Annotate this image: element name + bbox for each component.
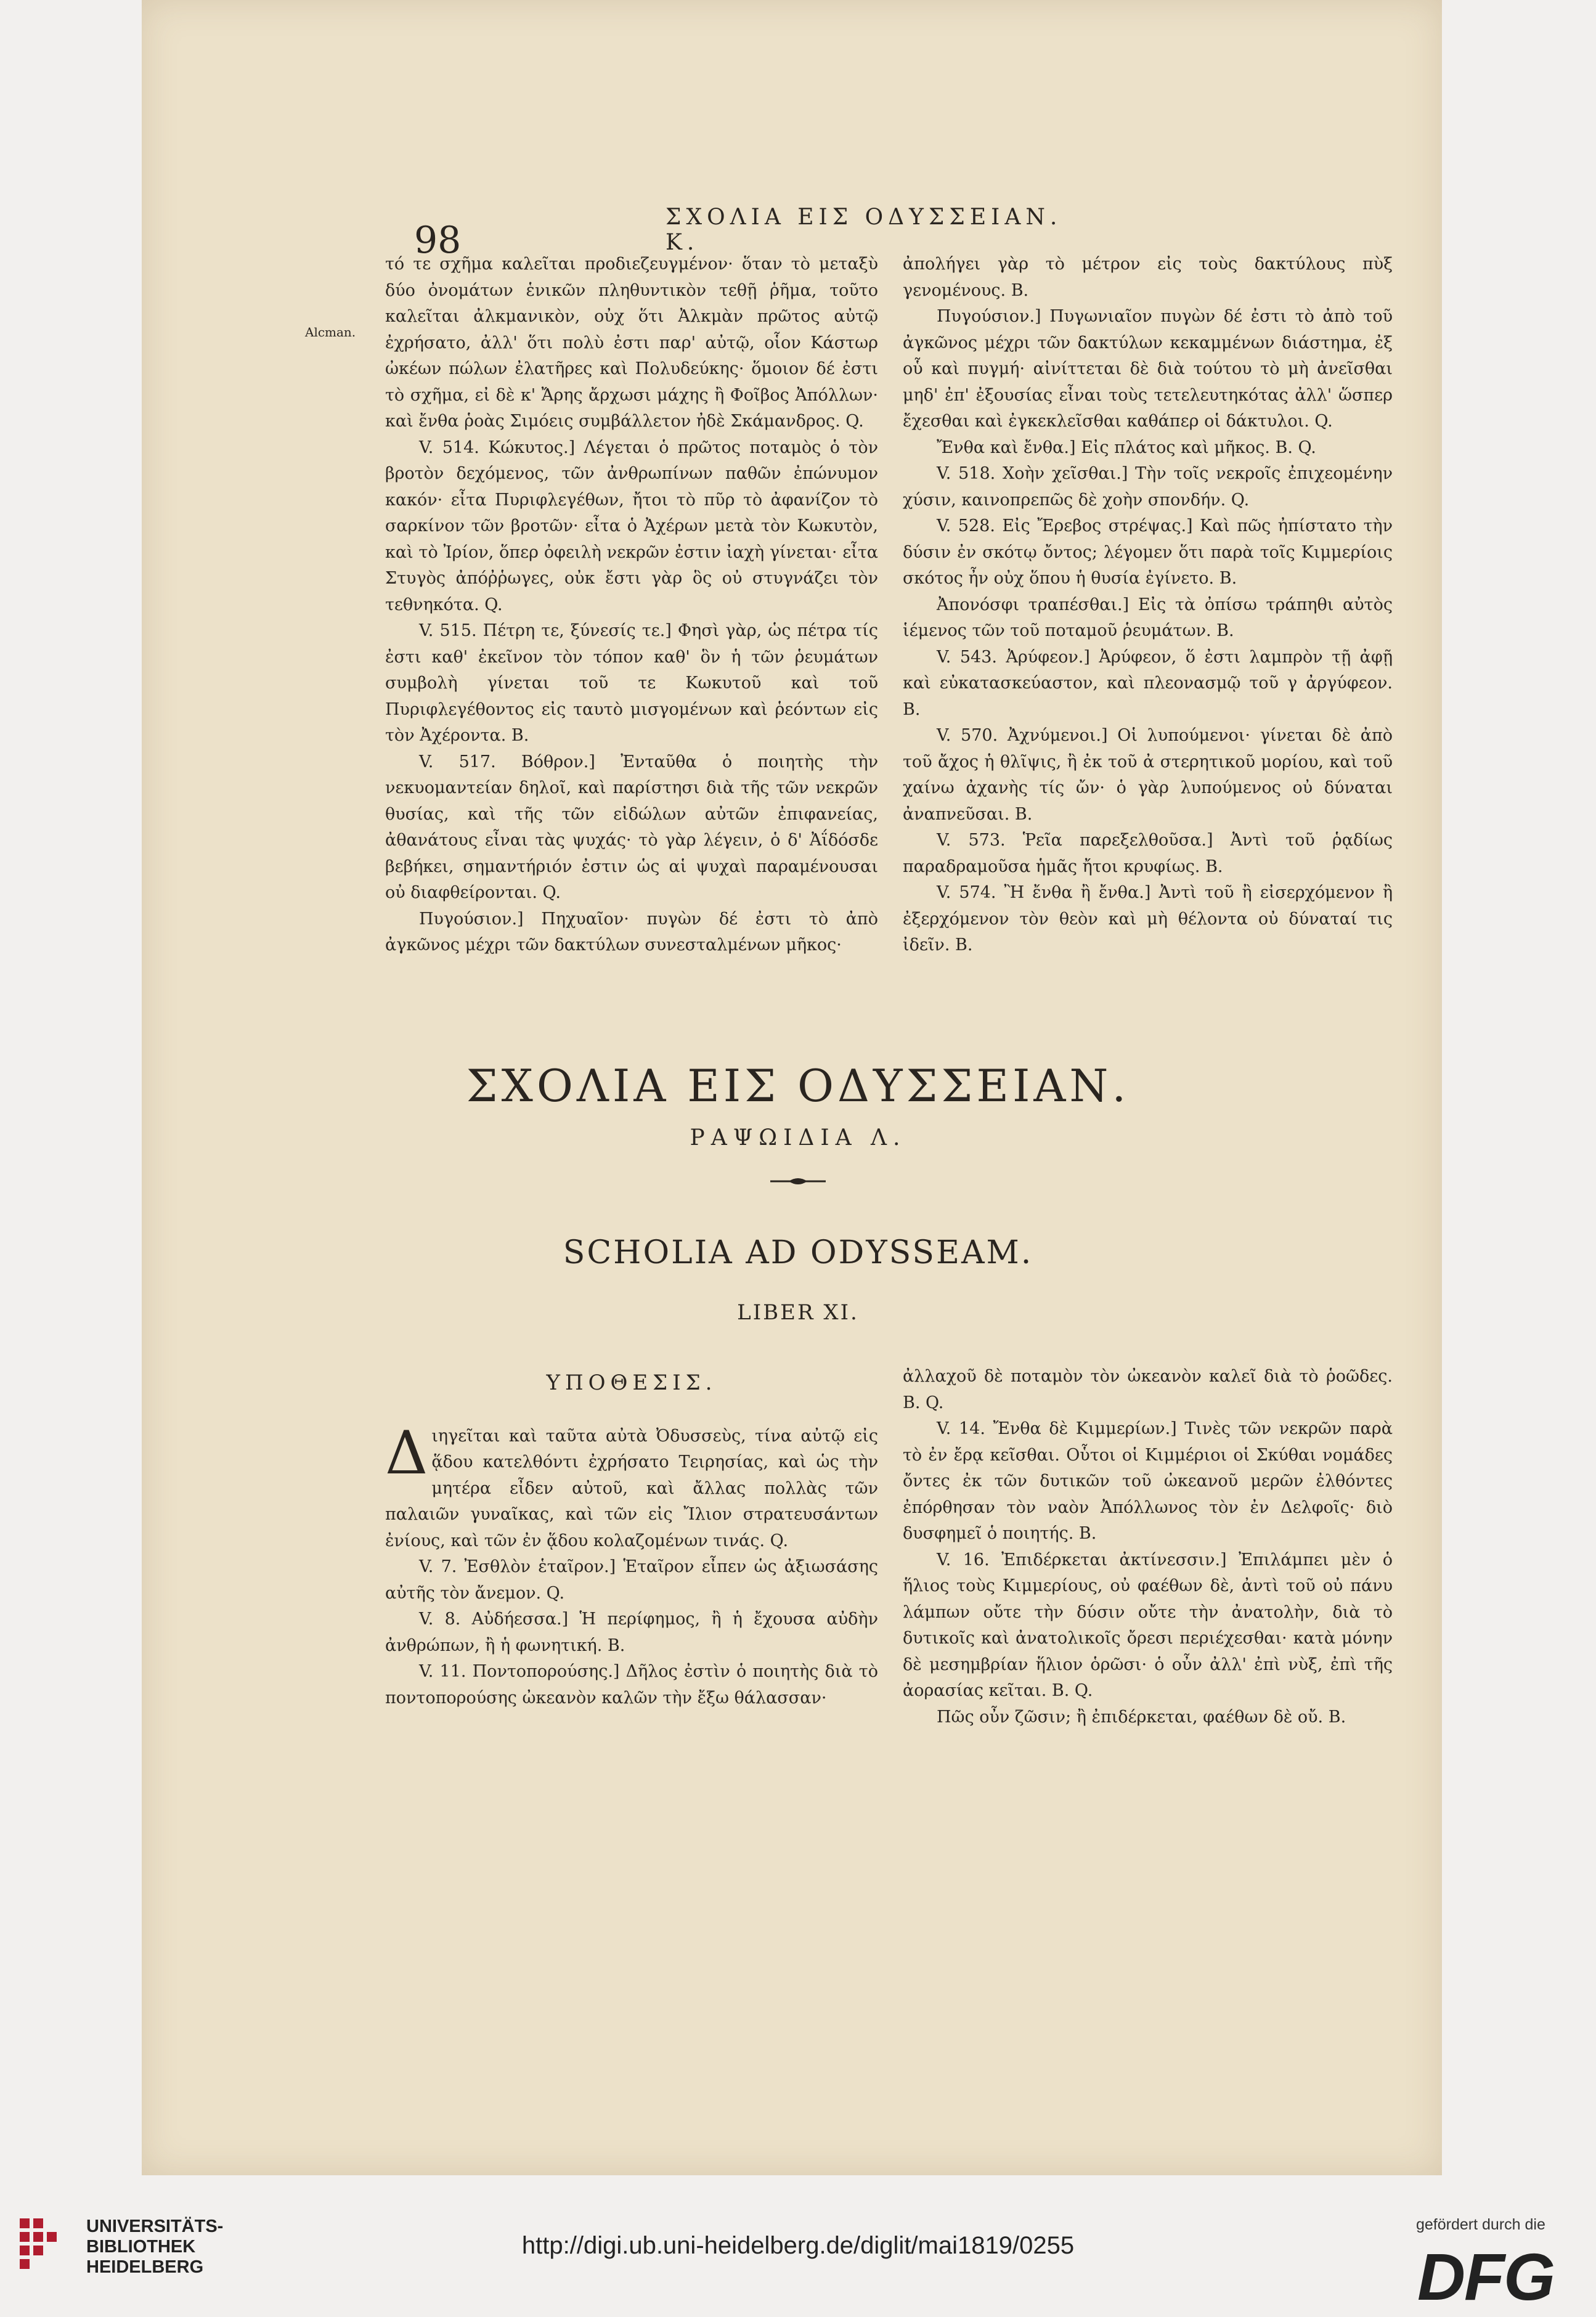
- margin-note: Alcman.: [305, 325, 356, 340]
- paragraph: τό τε σχῆμα καλεῖται προδιεζευγμένον· ὅταν τὸ μεταξὺ δύο ὀνομάτων ἑνικῶν πληθυντικὸν τεθῇ ῥῆμα, τοῦτο καλεῖται ἀλκμανικὸν, οὐχ ὅτι Ἀλκμὰν πρῶτος αὐτῷ ἐχρήσατο, ἀλλ' ὅτι πολὺ ἐστι παρ' αὐτῷ, οἷον Κάστωρ ὠκέων πώλων ἐλατῆρες καὶ Πολυδεύκης· ὅμοιον δέ ἐστι τὸ σχῆμα, εἰ δὲ κ' Ἄρης ἄρχωσι μάχης ἢ Φοῖβος Ἀπόλλων· καὶ ἔνθα ῥοὰς Σιμόεις συμβάλλετον ἠδὲ Σκάμανδρος. Q.: [385, 255, 878, 431]
- paragraph: V. 528. Εἰς Ἔρεβος στρέψας.] Καὶ πῶς ἠπίστατο τὴν δύσιν ἐν σκότῳ ὄντος; λέγομεν ὅτι παρὰ τοῖς Κιμμερίοις σκότος ἦν οὐχ ὅπου ἡ θυσία ἐγίνετο. B.: [903, 516, 1393, 588]
- funded-by-label: gefördert durch die: [1416, 2216, 1545, 2233]
- paragraph: V. 570. Ἀχνύμενοι.] Οἱ λυπούμενοι· γίνεται δὲ ἀπὸ τοῦ ἄχος ἡ θλῖψις, ἢ ἐκ τοῦ ἀ στερητικοῦ μορίου, καὶ τοῦ χαίνω ἀχανὴς τίς ὤν· ὁ γὰρ λυπούμενος οὐ δύναται ἀναπνεῦσαι. B.: [903, 726, 1393, 824]
- paragraph: V. 543. Ἀρύφεον.] Ἀρύφεον, ὅ ἐστι λαμπρὸν τῇ ἀφῇ καὶ εὐκατασκεύαστον, καὶ πλεονασμῷ τοῦ γ ἀργύφεον. B.: [903, 647, 1393, 719]
- column-left-bottom: [385, 1370, 878, 1711]
- column-left-top: [385, 251, 878, 959]
- library-name-line: UNIVERSITÄTS-: [86, 2217, 224, 2236]
- paragraph: V. 514. Κώκυτος.] Λέγεται ὁ πρῶτος ποταμὸς ὁ τὸν βροτὸν δεχόμενος, τῶν ἀνθρωπίνων παθῶν ἐπώνυμον κακόν· εἶτα Πυριφλεγέθων, ἤτοι τὸ πῦρ τὸ ἀφανίζον τὸ σαρκίνον τῶν βροτῶν· εἶτα ὁ Ἀχέρων μετὰ τὸν Κωκυτὸν, καὶ τὸ Ἰρίον, ὅπερ ὀφειλὴ νεκρῶν ἐστιν ἰαχὴ γίνεται· εἶτα Στυγὸς ἀπόῤῥωγες, οὐκ ἔστι γὰρ ὃς οὐ στυγνάζει τὸν τεθνηκότα. Q.: [385, 438, 878, 614]
- paragraph: ἀλλαχοῦ δὲ ποταμὸν τὸν ὠκεανὸν καλεῖ διὰ τὸ ῥοῶδες. B. Q.: [903, 1367, 1393, 1412]
- library-name-line: HEIDELBERG: [86, 2257, 204, 2277]
- running-head: ΣΧΟΛΙΑ ΕΙΣ ΟΔΥΣΣΕΙΑΝ. Κ.: [666, 205, 1062, 255]
- paragraph: V. 7. Ἐσθλὸν ἑταῖρον.] Ἑταῖρον εἶπεν ὡς ἀξιωσάσης αὐτῆς τὸν ἄνεμον. Q.: [385, 1557, 878, 1603]
- paragraph: Πῶς οὖν ζῶσιν; ἢ ἐπιδέρκεται, φαέθων δὲ οὔ. B.: [937, 1707, 1346, 1727]
- paragraph: V. 574. Ἢ ἔνθα ἢ ἔνθα.] Ἀντὶ τοῦ ἢ εἰσερχόμενον ἢ ἐξερχόμενον τὸν θεὸν καὶ μὴ θέλοντα οὐ δύναταί τις ἰδεῖν. B.: [903, 883, 1393, 955]
- paragraph: ἀπολήγει γὰρ τὸ μέτρον εἰς τοὺς δακτύλους πὺξ γενομένους. B.: [903, 255, 1393, 300]
- book-subtitle: ΡΑΨΩΙΔΙΑ Λ.: [690, 1125, 906, 1150]
- dfg-logo[interactable]: DFG: [1417, 2239, 1554, 2314]
- paragraph: V. 8. Αὐδήεσσα.] Ἡ περίφημος, ἢ ἡ ἔχουσα αὐδὴν ἀνθρώπων, ἢ ἡ φωνητική. B.: [385, 1610, 878, 1655]
- column-right-bottom: [903, 1364, 1393, 1730]
- page-number: 98: [414, 219, 462, 262]
- paragraph: Πυγούσιον.] Πηχυαῖον· πυγὼν δέ ἐστι τὸ ἀπὸ ἀγκῶνος μέχρι τῶν δακτύλων συνεσταλμένων μῆκος·: [385, 909, 878, 955]
- paragraph: V. 14. Ἔνθα δὲ Κιμμερίων.] Τινὲς τῶν νεκρῶν παρὰ τὸ ἐν ἔρᾳ κεῖσθαι. Οὗτοι οἱ Κιμμέριοι οἱ Σκύθαι νομάδες ὄντες ἐκ τῶν δυτικῶν τοῦ ὠκεανοῦ μερῶν ἐλθόντες ἐπόρθησαν τὸν ναὸν Ἀπόλλωνος τὸν ἐν Δελφοῖς· διὸ δυσφημεῖ ὁ ποιητής. B.: [903, 1419, 1393, 1543]
- paragraph-first: [385, 1418, 878, 1555]
- drop-cap: Δ: [385, 1418, 428, 1488]
- library-name-line: BIBLIOTHEK: [86, 2237, 196, 2257]
- paragraph: V. 515. Πέτρη τε, ξύνεσίς τε.] Φησὶ γὰρ, ὡς πέτρα τίς ἐστι καθ' ἐκεῖνον τὸν τόπον καθ' ὃν ἡ τῶν ῥευμάτων συμβολὴ γίνεται τοῦ τε Κωκυτοῦ καὶ τοῦ Πυριφλεγέθοντος εἰς ταυτὸ μισγομένων καὶ ῥεόντων εἰς τὸν Ἀχέροντα. B.: [385, 621, 878, 745]
- paragraph: V. 518. Χοὴν χεῖσθαι.] Τὴν τοῖς νεκροῖς ἐπιχεομένην χύσιν, καινοπρεπῶς δὲ χοὴν σπονδήν. Q.: [903, 464, 1393, 510]
- section-heading: ΥΠΟΘΕΣΙΣ.: [546, 1370, 717, 1395]
- paragraph: V. 11. Ποντοπορούσης.] Δῆλος ἐστὶν ὁ ποιητὴς διὰ τὸ ποντοπορούσης ὠκεανὸν καλῶν τὴν ἔξω θάλασσαν·: [385, 1662, 878, 1708]
- paragraph-text: ιηγεῖται καὶ ταῦτα αὐτὰ Ὀδυσσεὺς, τίνα αὐτῷ εἰς ᾅδου κατελθόντι ἐχρήσατο Τειρησίας, καὶ ὡς τὴν μητέρα εἶδεν αὐτοῦ, καὶ ἄλλας πολλὰς τῶν παλαιῶν γυναῖκας, καὶ τῶν εἰς Ἴλιον στρατευσάντων ἐνίους, καὶ τῶν ἐν ᾅδου κολαζομένων τινάς. Q.: [385, 1426, 878, 1550]
- latin-subtitle: LIBER XI.: [737, 1300, 859, 1325]
- paragraph: Πυγούσιον.] Πυγωνιαῖον πυγὼν δέ ἐστι τὸ ἀπὸ τοῦ ἀγκῶνος μέχρι τῶν δακτύλων κεκαμμένων διάστημα, ἐξ οὗ καὶ πυγμή· αἰνίττεται δὲ διὰ τούτου τὸ μὴ ἀνεῖσθαι μηδ' ἐπ' ἐξουσίας εἶναι τοὺς τετελευτηκότας ἀλλ' ὥσπερ ἔχεσθαι καὶ ἐγκεκλεῖσθαι καθάπερ οἱ δάκτυλοι. Q.: [903, 307, 1393, 431]
- paragraph: Ἔνθα καὶ ἔνθα.] Εἰς πλάτος καὶ μῆκος. B. Q.: [937, 438, 1316, 457]
- latin-title: SCHOLIA AD ODYSSEAM.: [563, 1234, 1033, 1271]
- paragraph: V. 573. Ῥεῖα παρεξελθοῦσα.] Ἀντὶ τοῦ ῥᾳδίως παραδραμοῦσα ἡμᾶς ἤτοι κρυφίως. B.: [903, 831, 1393, 876]
- permalink-url[interactable]: http://digi.ub.uni-heidelberg.de/diglit/mai1819/0255: [521, 2232, 1075, 2259]
- paragraph: V. 16. Ἐπιδέρκεται ἀκτίνεσσιν.] Ἐπιλάμπει μὲν ὁ ἥλιος τοὺς Κιμμερίους, οὐ φαέθων δὲ, ἀντὶ τοῦ οὐ πάνυ λάμπων οὔτε τὴν δύσιν οὔτε τὴν ἀνατολὴν, διὰ τὸ δυτικοῖς καὶ ἀνατολικοῖς ὄρεσι περιέχεσθαι· κατὰ μόνην δὲ μεσημβρίαν ἥλιον ὁρῶσι· ὁ οὖν ἀλλ' ἐπὶ νὺξ, ἐπὶ τῆς ἀορασίας κεῖται. B. Q.: [903, 1550, 1393, 1700]
- column-right-top: [903, 251, 1393, 959]
- book-title: ΣΧΟΛΙΑ ΕΙΣ ΟΔΥΣΣΕΙΑΝ.: [466, 1060, 1130, 1112]
- paragraph: V. 517. Βόθρον.] Ἐνταῦθα ὁ ποιητὴς τὴν νεκυομαντείαν δηλοῖ, καὶ παρίστησι διὰ τῆς τῶν νεκρῶν θυσίας, καὶ τῆς τῶν εἰδώλων αὐτῶν ἐπιφανείας, ἀθανάτους εἶναι τὰς ψυχάς· τὸ γὰρ λέγειν, ὁ δ' Ἀΐδόσδε βεβήκει, σημαντήριόν ἐστιν ὡς αἱ ψυχαὶ παραμένουσαι οὐ διαφθείρονται. Q.: [385, 752, 878, 902]
- ornament-divider: [770, 1174, 826, 1189]
- paragraph: Ἀπονόσφι τραπέσθαι.] Εἰς τὰ ὀπίσω τράπηθι αὐτὸς ἱέμενος τῶν τοῦ ποταμοῦ ῥευμάτων. B.: [903, 595, 1393, 640]
